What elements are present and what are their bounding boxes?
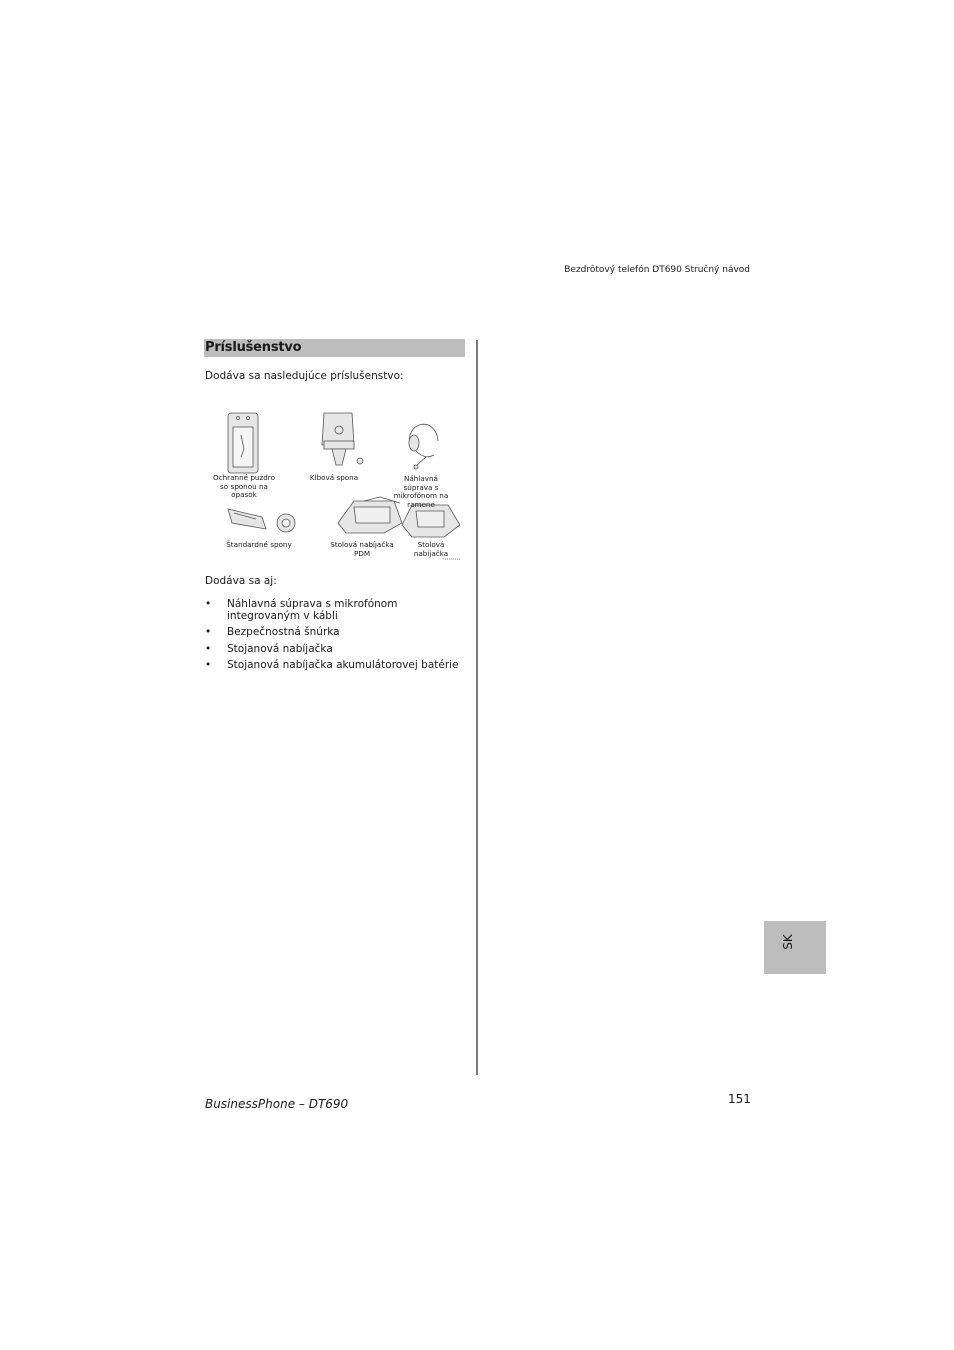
- caption-desktop-charger: Stolová nabíjačka: [413, 540, 449, 558]
- list-item: [205, 660, 465, 672]
- bullet: •: [205, 626, 212, 638]
- section-title: Príslušenstvo: [205, 340, 302, 355]
- intro-text: Dodáva sa nasledujúce príslušenstvo:: [205, 370, 404, 382]
- bullet: •: [205, 642, 212, 655]
- list-item-text: Bezpečnostná šnúrka: [227, 626, 340, 638]
- caption-desktop-charger-pdm: Stolová nabíjačka PDM: [330, 540, 394, 558]
- headset-image: [409, 424, 438, 469]
- caption-headset: Náhlavná súprava s mikrofónom na ramene: [393, 474, 449, 509]
- list-item: [205, 627, 465, 639]
- language-code: SK: [781, 934, 795, 950]
- language-tab: [764, 921, 826, 974]
- page-number: 151: [728, 1092, 751, 1106]
- list-item-text: Stojanová nabíjačka: [227, 642, 333, 655]
- list-item-text: Náhlavná súprava s mikrofónom integrovaným v kábli: [227, 598, 398, 622]
- caption-standard-clips: Štandardné spony: [226, 540, 292, 549]
- bullet: •: [205, 598, 212, 610]
- running-header: Bezdrôtový telefón DT690 Stručný návod: [564, 265, 750, 275]
- desktop-charger-image: [402, 505, 460, 537]
- list-item: [205, 599, 465, 622]
- swivel-clip-image: [322, 413, 363, 465]
- caption-holster: Ochranné puzdro so sponou na opasok: [213, 473, 275, 499]
- column-divider: [476, 340, 478, 1075]
- accessories-figure: [204, 405, 465, 565]
- list-item: [205, 644, 465, 656]
- list-item-text: Stojanová nabíjačka akumulátorovej batérie: [227, 659, 459, 671]
- also-supplied-label: Dodáva sa aj:: [205, 575, 277, 587]
- bullet: •: [205, 659, 212, 671]
- holster-image: [228, 413, 258, 473]
- footer-title: BusinessPhone – DT690: [205, 1097, 349, 1111]
- caption-swivel-clip: Klbová spona: [309, 473, 359, 482]
- standard-clips-image: [228, 509, 295, 532]
- also-supplied-list: [205, 599, 465, 677]
